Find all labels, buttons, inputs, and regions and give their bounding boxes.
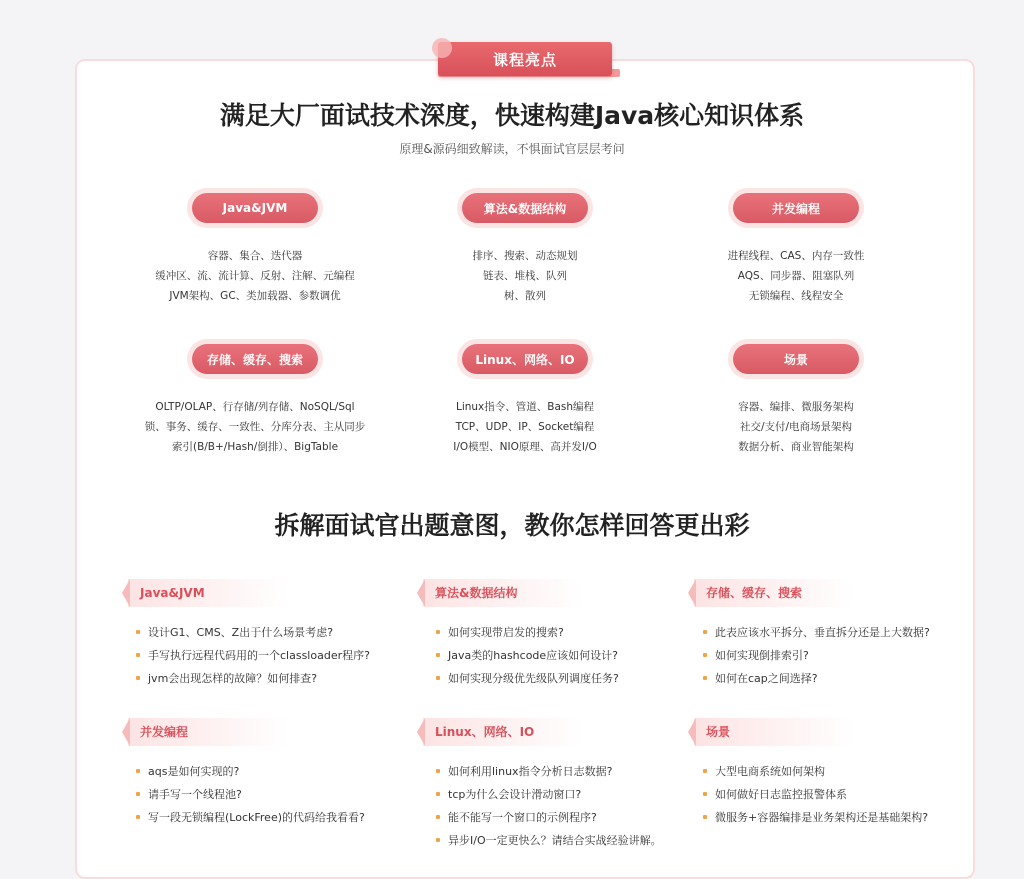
topic-line: 数据分析、商业智能架构 [738,441,854,453]
question-tab-label: Linux、网络、IO [435,725,535,739]
category-algorithms-topics [375,246,675,306]
question-item: jvm会出现怎样的故障？如何排查? [136,667,370,690]
section2-title: 拆解面试官出题意图，教你怎样回答更出彩 [274,511,750,540]
topic-line: 缓冲区、流、流计算、反射、注解、元编程 [155,270,355,282]
bullet-icon [703,630,707,634]
question-item: Java类的hashcode应该如何设计? [436,644,619,667]
question-item: 如何实现倒排索引? [703,644,930,667]
topic-line: 树、散列 [504,290,546,302]
bullet-icon [436,838,440,842]
bullet-icon [436,653,440,657]
category-pill-storage: 存储、缓存、搜索 [192,344,318,374]
section1-subtitle: 原理&源码细致解读，不惧面试官层层考问 [399,142,625,156]
topic-line: 进程线程、CAS、内存一致性 [727,250,865,262]
bullet-icon [436,630,440,634]
question-tab-java-jvm [122,579,288,607]
question-item: aqs是如何实现的? [136,760,365,783]
topic-line: I/O模型、NIO原理、高并发I/O [453,441,597,453]
question-list-linux-network [436,760,662,852]
question-item: tcp为什么会设计滑动窗口? [436,783,662,806]
question-list-storage [703,621,930,690]
bullet-icon [136,815,140,819]
bullet-icon [703,769,707,773]
topic-line: 索引(B/B+/Hash/倒排）、BigTable [171,441,339,453]
bullet-icon [436,792,440,796]
topic-line: TCP、UDP、IP、Socket编程 [455,421,595,433]
question-list-java-jvm [136,621,370,690]
question-tab-label: 场景 [706,725,731,739]
bullet-icon [136,676,140,680]
bullet-icon [436,676,440,680]
course-highlights-badge [438,42,612,78]
content-card [75,59,975,879]
question-item: 请手写一个线程池? [136,783,365,806]
question-item: 大型电商系统如何架构 [703,760,928,783]
category-concurrency-topics [646,246,946,306]
question-tab-label: 并发编程 [140,725,189,739]
topic-line: 容器、编排、微服务架构 [738,401,854,413]
question-item: 如何在cap之间选择? [703,667,930,690]
bullet-icon [136,630,140,634]
question-item: 异步I/O一定更快么？请结合实战经验讲解。 [436,829,662,852]
question-tab-label: 存储、缓存、搜索 [706,586,803,600]
question-item: 此表应该水平拆分、垂直拆分还是上大数据? [703,621,930,644]
bullet-icon [136,769,140,773]
badge-label: 课程亮点 [438,42,612,76]
topic-line: 无锁编程、线程安全 [748,290,844,302]
badge-decoration-icon [432,38,452,58]
topic-line: 排序、搜索、动态规划 [472,250,578,262]
question-item: 如何实现带启发的搜索? [436,621,619,644]
question-item: 如何实现分级优先级队列调度任务? [436,667,619,690]
bullet-icon [703,653,707,657]
question-item: 写一段无锁编程(LockFree)的代码给我看看? [136,806,365,829]
bullet-icon [136,792,140,796]
question-tab-linux-network [417,718,583,746]
question-tab-label: Java&JVM [140,586,205,600]
topic-line: JVM架构、GC、类加载器、参数调优 [169,290,341,302]
topic-line: 社交/支付/电商场景架构 [739,421,853,433]
category-pill-linux-network: Linux、网络、IO [462,344,588,374]
topic-line: OLTP/OLAP、行存储/列存储、NoSQL/Sql [155,401,355,413]
question-tab-label: 算法&数据结构 [435,586,518,600]
bullet-icon [703,815,707,819]
question-list-scenarios [703,760,928,829]
bullet-icon [703,676,707,680]
bullet-icon [436,815,440,819]
bullet-icon [703,792,707,796]
category-pill-algorithms: 算法&数据结构 [462,193,588,223]
topic-line: Linux指令、管道、Bash编程 [455,401,595,413]
category-scenarios-topics [646,397,946,457]
question-list-concurrency [136,760,365,829]
question-item: 如何利用linux指令分析日志数据? [436,760,662,783]
question-tab-algorithms [417,579,583,607]
category-java-jvm-topics [105,246,405,306]
topic-line: 链表、堆栈、队列 [483,270,567,282]
topic-line: 锁、事务、缓存、一致性、分库分表、主从同步 [144,421,366,433]
question-tab-scenarios [688,718,854,746]
category-linux-network-topics [375,397,675,457]
bullet-icon [436,769,440,773]
category-pill-java-jvm: Java&JVM [192,193,318,223]
question-tab-concurrency [122,718,288,746]
topic-line: AQS、同步器、阻塞队列 [737,270,855,282]
question-item: 如何做好日志监控报警体系 [703,783,928,806]
topic-line: 容器、集合、迭代器 [207,250,303,262]
category-pill-scenarios: 场景 [733,344,859,374]
category-storage-topics [105,397,405,457]
question-tab-storage [688,579,854,607]
question-item: 能不能写一个窗口的示例程序? [436,806,662,829]
question-item: 微服务+容器编排是业务架构还是基础架构? [703,806,928,829]
question-item: 设计G1、CMS、Z出于什么场景考虑? [136,621,370,644]
section1-title: 满足大厂面试技术深度，快速构建Java核心知识体系 [219,101,805,130]
question-item: 手写执行远程代码用的一个classloader程序? [136,644,370,667]
category-pill-concurrency: 并发编程 [733,193,859,223]
question-list-algorithms [436,621,619,690]
bullet-icon [136,653,140,657]
